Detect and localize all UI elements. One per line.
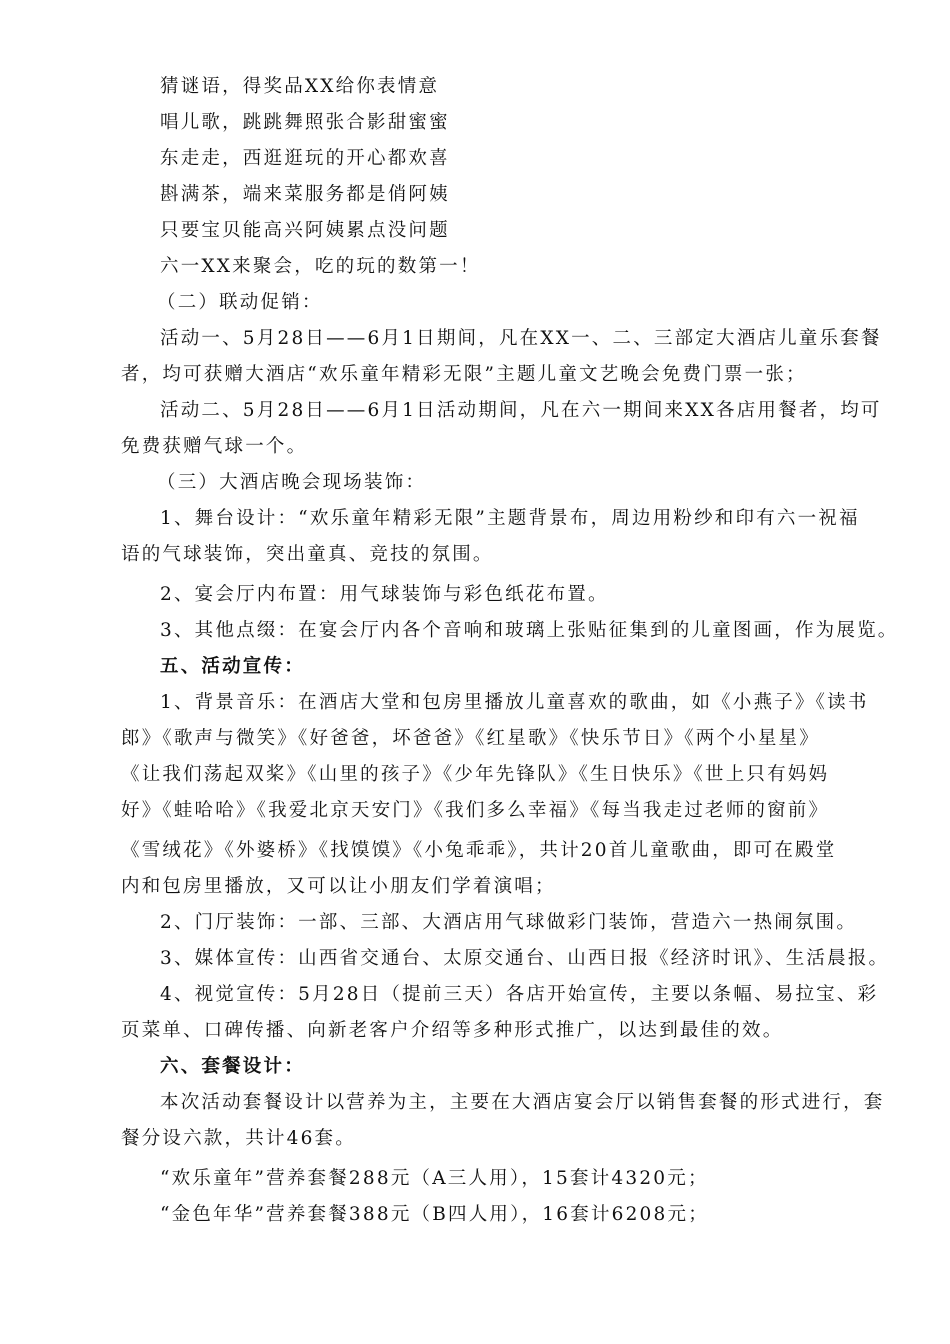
paragraph-line: 1、背景音乐：在酒店大堂和包房里播放儿童喜欢的歌曲，如《小燕子》《读书 — [160, 692, 869, 713]
paragraph-line: 内和包房里播放，又可以让小朋友们学着演唱； — [121, 876, 556, 897]
poem-line-3: 东走走，西逛逛玩的开心都欢喜 — [160, 148, 450, 169]
section-heading-venue-decoration: （三）大酒店晚会现场装饰： — [157, 472, 427, 493]
paragraph-line: 3、其他点缀：在宴会厅内各个音响和玻璃上张贴征集到的儿童图画，作为展览。 — [160, 620, 899, 641]
section-heading-linked-promotion: （二）联动促销： — [157, 292, 323, 313]
poem-line-6: 六一XX来聚会，吃的玩的数第一！ — [160, 256, 481, 277]
paragraph-line: 郎》《歌声与微笑》《好爸爸，坏爸爸》《红星歌》《快乐节日》《两个小星星》 — [121, 728, 820, 749]
paragraph-line: 2、宴会厅内布置：用气球装饰与彩色纸花布置。 — [160, 584, 609, 605]
paragraph-line: 页菜单、口碑传播、向新老客户介绍等多种形式推广，以达到最佳的效。 — [121, 1020, 784, 1041]
section-heading-package-design: 六、套餐设计： — [160, 1056, 305, 1077]
paragraph-line: 3、媒体宣传：山西省交通台、太原交通台、山西日报《经济时讯》、生活晨报。 — [160, 948, 890, 969]
paragraph-line: 《雪绒花》《外婆桥》《找馍馍》《小兔乖乖》，共计20首儿童歌曲，即可在殿堂 — [121, 840, 837, 861]
paragraph-line: 语的气球装饰，突出童真、竞技的氛围。 — [121, 544, 494, 565]
poem-line-1: 猜谜语，得奖品XX给你表情意 — [160, 76, 440, 97]
paragraph-line: 活动二、5月28日——6月1日活动期间，凡在六一期间来XX各店用餐者，均可 — [160, 400, 882, 421]
paragraph-line: 本次活动套餐设计以营养为主，主要在大酒店宴会厅以销售套餐的形式进行，套 — [160, 1092, 885, 1113]
paragraph-line: 餐分设六款，共计46套。 — [121, 1128, 356, 1149]
poem-line-5: 只要宝贝能高兴阿姨累点没问题 — [160, 220, 450, 241]
paragraph-line: 2、门厅装饰：一部、三部、大酒店用气球做彩门装饰，营造六一热闹氛围。 — [160, 912, 858, 933]
paragraph-line: 好》《蛙哈哈》《我爱北京天安门》《我们多么幸福》《每当我走过老师的窗前》 — [121, 800, 830, 821]
paragraph-line: 《让我们荡起双桨》《山里的孩子》《少年先锋队》《生日快乐》《世上只有妈妈 — [121, 764, 830, 785]
package-line-1: “欢乐童年”营养套餐288元（A三人用），15套计4320元； — [160, 1168, 709, 1189]
paragraph-line: 者，均可获赠大酒店“欢乐童年精彩无限”主题儿童文艺晚会免费门票一张； — [121, 364, 807, 385]
poem-line-4: 斟满茶，端来菜服务都是俏阿姨 — [160, 184, 450, 205]
poem-line-2: 唱儿歌，跳跳舞照张合影甜蜜蜜 — [160, 112, 450, 133]
paragraph-line: 4、视觉宣传：5月28日（提前三天）各店开始宣传，主要以条幅、易拉宝、彩 — [160, 984, 879, 1005]
paragraph-line: 活动一、5月28日——6月1日期间，凡在XX一、二、三部定大酒店儿童乐套餐 — [160, 328, 882, 349]
package-line-2: “金色年华”营养套餐388元（B四人用），16套计6208元； — [160, 1204, 709, 1225]
section-heading-publicity: 五、活动宣传： — [160, 656, 305, 677]
paragraph-line: 免费获赠气球一个。 — [121, 436, 308, 457]
paragraph-line: 1、舞台设计：“欢乐童年精彩无限”主题背景布，周边用粉纱和印有六一祝福 — [160, 508, 860, 529]
